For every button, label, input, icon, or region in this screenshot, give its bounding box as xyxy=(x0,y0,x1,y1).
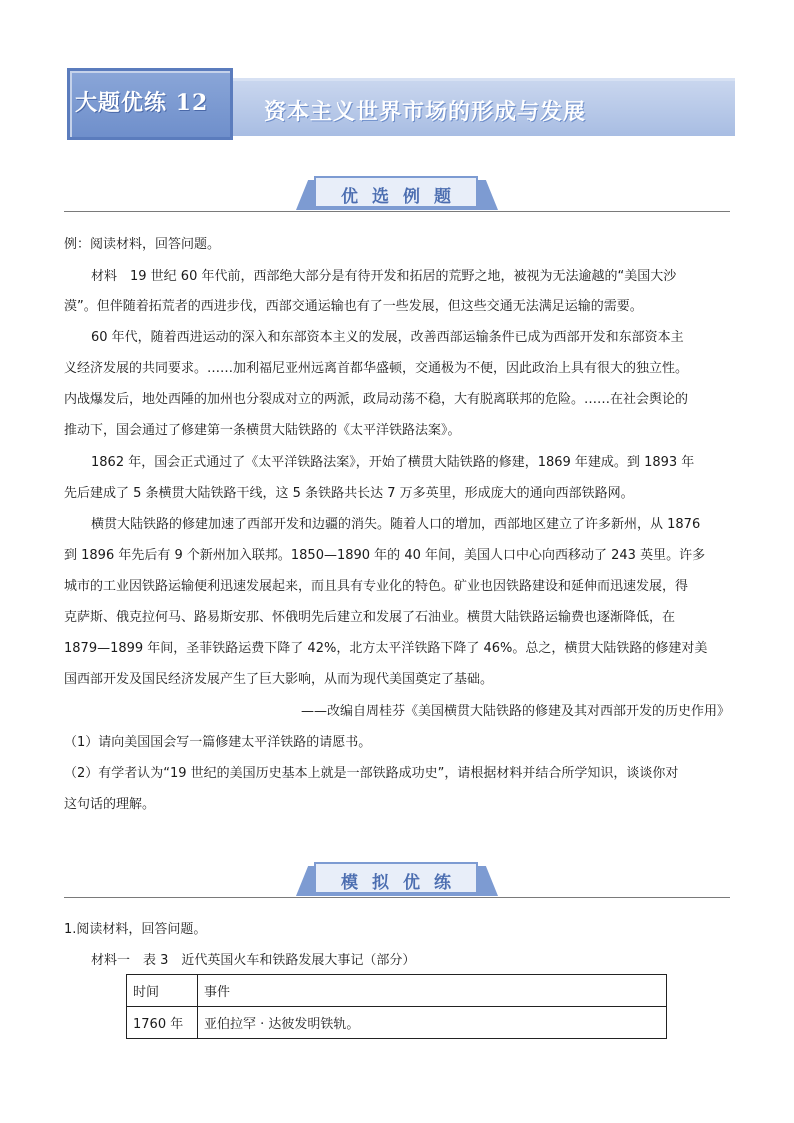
events-table xyxy=(126,974,667,1039)
title-banner xyxy=(67,68,735,140)
table-cell: 亚伯拉罕 · 达彼发明铁轨。 xyxy=(198,1007,667,1039)
table-row xyxy=(127,1007,667,1039)
text-line: 义经济发展的共同要求。……加利福尼亚州远离首都华盛顿，交通极为不便，因此政治上具有很大的独立性。 xyxy=(64,361,689,376)
text-line: 漠”。但伴随着拓荒者的西进步伐，西部交通运输也有了一些发展，但这些交通无法满足运输的需要。 xyxy=(64,299,643,314)
banner-tag: 大题优练 12 xyxy=(75,90,209,116)
text-line: 1862 年，国会正式通过了《太平洋铁路法案》，开始了横贯大陆铁路的修建，1869 年建成。到 1893 年 xyxy=(91,455,695,470)
table-header-row xyxy=(127,975,667,1007)
example-intro: 例：阅读材料，回答问题。 xyxy=(64,237,221,252)
text-line: 到 1896 年先后有 9 个新州加入联邦。1850—1890 年的 40 年间，美国人口中心向西移动了 243 英里。许多 xyxy=(64,548,706,563)
table-cell: 1760 年 xyxy=(127,1007,198,1039)
question-2-continued: 这句话的理解。 xyxy=(64,797,156,812)
section-label-box xyxy=(314,862,478,894)
section-header-practice xyxy=(64,862,730,902)
section-header-example xyxy=(64,176,730,216)
text-line: 横贯大陆铁路的修建加速了西部开发和边疆的消失。随着人口的增加，西部地区建立了许多新州，从 1876 xyxy=(91,517,701,532)
text-line: 克萨斯、俄克拉何马、路易斯安那、怀俄明先后建立和发展了石油业。横贯大陆铁路运输费也逐渐降低，在 xyxy=(64,610,676,625)
table-header-cell: 时间 xyxy=(127,975,198,1007)
table-header-cell: 事件 xyxy=(198,975,667,1007)
section-divider xyxy=(64,211,730,212)
text-line: 城市的工业因铁路运输便利迅速发展起来，而且具有专业化的特色。矿业也因铁路建设和延伸而迅速发展，得 xyxy=(64,579,689,594)
practice-intro: 1.阅读材料，回答问题。 xyxy=(64,922,207,937)
question-2: （2）有学者认为“19 世纪的美国历史基本上就是一部铁路成功史”，请根据材料并结合所学知识，谈谈你对 xyxy=(64,766,679,781)
text-line: 先后建成了 5 条横贯大陆铁路干线，这 5 条铁路共长达 7 万多英里，形成庞大的通向西部铁路网。 xyxy=(64,486,634,501)
text-line: 推动下，国会通过了修建第一条横贯大陆铁路的《太平洋铁路法案》。 xyxy=(64,423,461,438)
question-1: （1）请向美国国会写一篇修建太平洋铁路的请愿书。 xyxy=(64,735,372,750)
section-divider xyxy=(64,897,730,898)
source-citation: ——改编自周桂芬《美国横贯大陆铁路的修建及其对西部开发的历史作用》 xyxy=(300,704,730,719)
text-line: 内战爆发后，地处西陲的加州也分裂成对立的两派，政局动荡不稳，大有脱离联邦的危险。……在社会舆论的 xyxy=(64,392,689,407)
page-title: 资本主义世界市场的形成与发展 xyxy=(264,99,587,125)
text-line: 材料 19 世纪 60 年代前，西部绝大部分是有待开发和拓居的荒野之地，被视为无法逾越的“美国大沙 xyxy=(91,269,677,284)
section-label: 模拟优练 xyxy=(341,873,465,893)
section-label-box xyxy=(314,176,478,208)
section-label: 优选例题 xyxy=(341,187,465,207)
text-line: 60 年代，随着西进运动的深入和东部资本主义的发展，改善西部运输条件已成为西部开发和东部资本主 xyxy=(91,330,684,345)
table-caption: 材料一 表 3 近代英国火车和铁路发展大事记（部分） xyxy=(91,953,416,968)
text-line: 国西部开发及国民经济发展产生了巨大影响，从而为现代美国奠定了基础。 xyxy=(64,672,494,687)
text-line: 1879—1899 年间，圣菲铁路运费下降了 42%，北方太平洋铁路下降了 46%。总之，横贯大陆铁路的修建对美 xyxy=(64,641,708,656)
